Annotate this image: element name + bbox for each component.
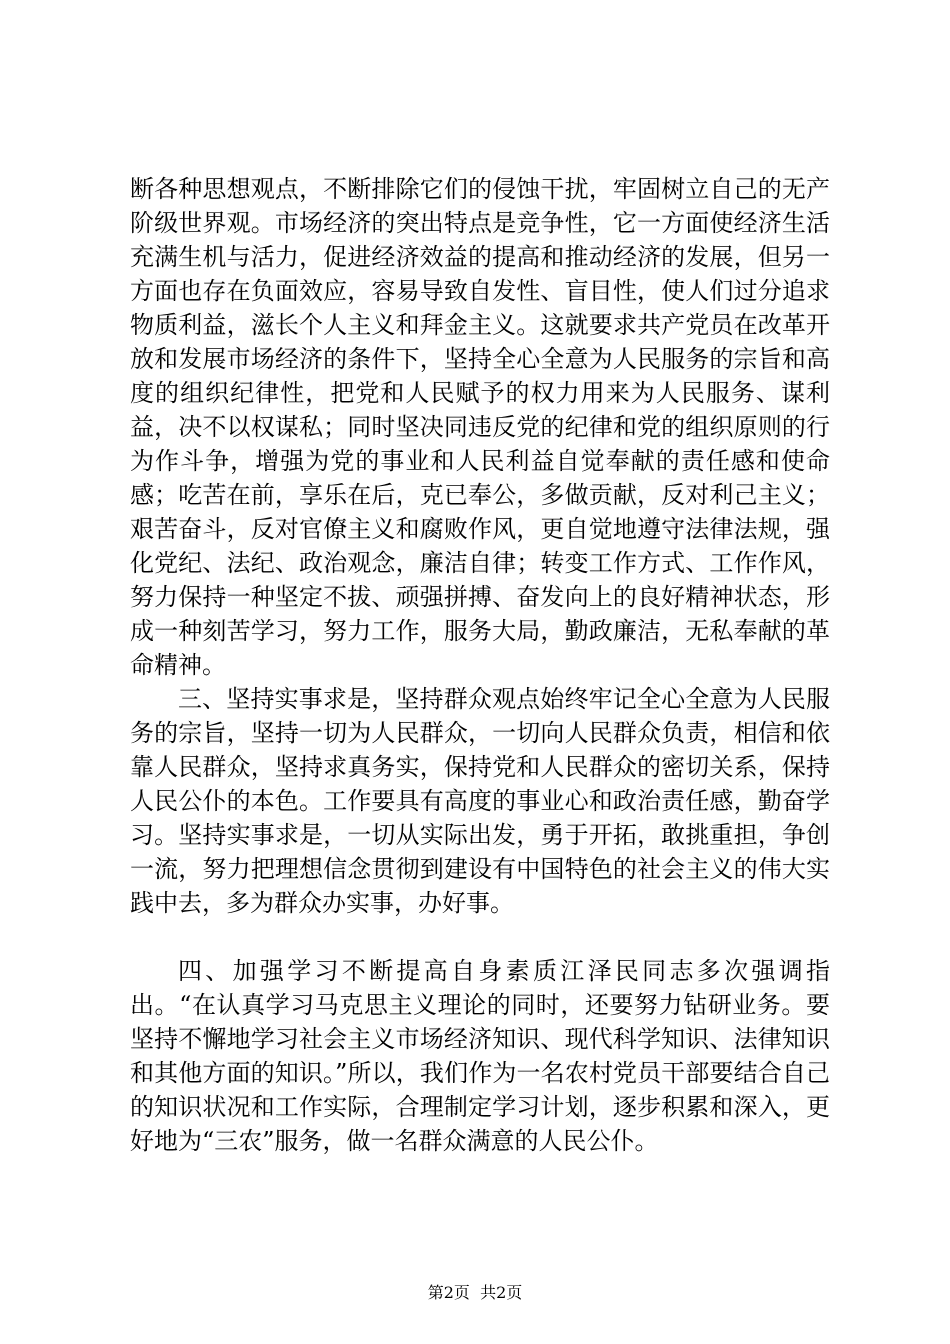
document-body (130, 172, 830, 1158)
paragraph-spacer (130, 920, 830, 954)
paragraph-continuation: 断各种思想观点，不断排除它们的侵蚀干扰，牢固树立自己的无产阶级世界观。市场经济的突出特点是竞争性，它一方面使经济生活充满生机与活力，促进经济效益的提高和推动经济的发展，但另一方面也存在负面效应，容易导致自发性、盲目性，使人们过分追求物质利益，滋长个人主义和拜金主义。这就要求共产党员在改革开放和发展市场经济的条件下，坚持全心全意为人民服务的宗旨和高度的组织纪律性，把党和人民赋予的权力用来为人民服务、谋利益，决不以权谋私；同时坚决同违反党的纪律和党的组织原则的行为作斗争，增强为党的事业和人民利益自觉奉献的责任感和使命感；吃苦在前，享乐在后，克已奉公，多做贡献，反对利己主义；艰苦奋斗，反对官僚主义和腐败作风，更自觉地遵守法律法规，强化党纪、法纪、政治观念，廉洁自律；转变工作方式、工作作风，努力保持一种坚定不拔、顽强拼搏、奋发向上的良好精神状态，形成一种刻苦学习，努力工作，服务大局，勤政廉洁，无私奉献的革命精神。 (130, 175, 830, 679)
page-footer (0, 1283, 950, 1303)
paragraph-section-three: 三、坚持实事求是，坚持群众观点始终牢记全心全意为人民服务的宗旨，坚持一切为人民群众，一切向人民群众负责，相信和依靠人民群众，坚持求真务实，保持党和人民群众的密切关系，保持人民公仆的本色。工作要具有高度的事业心和政治责任感，勤奋学习。坚持实事求是，一切从实际出发，勇于开拓，敢挑重担，争创一流，努力把理想信念贯彻到建设有中国特色的社会主义的伟大实践中去，多为群众办实事，办好事。 (130, 685, 830, 917)
paragraph-section-four: 四、加强学习不断提高自身素质江泽民同志多次强调指出。“在认真学习马克思主义理论的同时，还要努力钻研业务。要坚持不懈地学习社会主义市场经济知识、现代科学知识、法律知识和其他方面的知识。”所以，我们作为一名农村党员干部要结合自己的知识状况和工作实际，合理制定学习计划，逐步积累和深入，更好地为“三农”服务，做一名群众满意的人民公仆。 (130, 957, 830, 1155)
page-number-label: 第2页 共2页 (427, 1283, 523, 1302)
